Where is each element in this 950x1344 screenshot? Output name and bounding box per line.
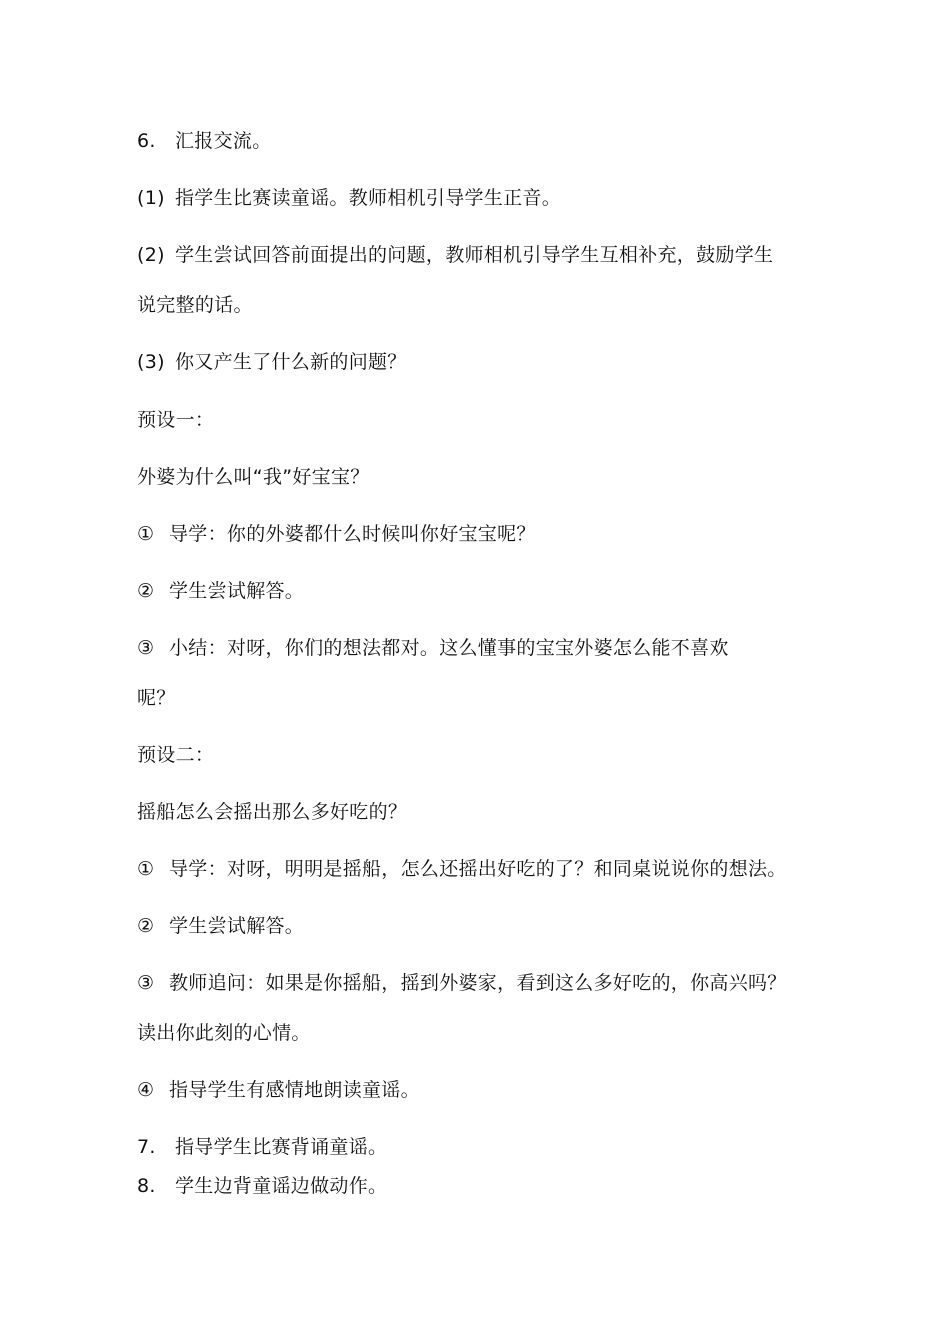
item-number: ②	[137, 580, 155, 602]
item-text: 预设二：	[137, 744, 215, 766]
item-text: 指学生比赛读童谣。教师相机引导学生正音。	[175, 187, 562, 209]
item-text: 学生尝试解答。	[169, 915, 305, 937]
item-text: 小结：对呀，你们的想法都对。这么懂事的宝宝外婆怎么能不喜欢	[169, 637, 729, 659]
preset-1-heading	[137, 408, 214, 432]
preset-1-step-2	[137, 579, 304, 603]
preset-2-question	[137, 800, 407, 824]
item-number: (3)	[137, 351, 165, 373]
step-8	[137, 1174, 387, 1198]
item-text: 摇船怎么会摇出那么多好吃的？	[137, 801, 408, 823]
item-number: (1)	[137, 187, 165, 209]
sub-item-2-continued	[137, 293, 253, 317]
item-text: 学生边背童谣边做动作。	[175, 1175, 388, 1197]
item-number: (2)	[137, 244, 165, 266]
sub-item-2	[137, 243, 773, 267]
item-number: 7.	[137, 1136, 156, 1158]
item-text: 汇报交流。	[175, 130, 272, 152]
item-text: 导学：对呀，明明是摇船，怎么还摇出好吃的了？和同桌说说你的想法。	[169, 858, 787, 880]
item-number: ①	[137, 523, 155, 545]
item-number: ③	[137, 637, 155, 659]
preset-1-step-3	[137, 636, 729, 660]
item-number: ④	[137, 1079, 155, 1101]
sub-item-3	[137, 350, 407, 374]
item-text: 指导学生有感情地朗读童谣。	[169, 1079, 420, 1101]
item-text: 学生尝试回答前面提出的问题，教师相机引导学生互相补充，鼓励学生	[175, 244, 774, 266]
item-text: 预设一：	[137, 409, 215, 431]
item-number: 6.	[137, 130, 156, 152]
item-number: ②	[137, 915, 155, 937]
item-text: 学生尝试解答。	[169, 580, 305, 602]
item-text: 呢？	[137, 687, 176, 709]
preset-1-question	[137, 465, 370, 489]
preset-2-step-3	[137, 971, 787, 995]
item-text: 指导学生比赛背诵童谣。	[175, 1136, 388, 1158]
item-text: 你又产生了什么新的问题？	[175, 351, 407, 373]
item-text: 教师追问：如果是你摇船，摇到外婆家，看到这么多好吃的，你高兴吗？	[169, 972, 787, 994]
preset-2-step-3-continued	[137, 1021, 311, 1045]
item-number: ①	[137, 858, 155, 880]
item-number: ③	[137, 972, 155, 994]
item-text: 说完整的话。	[137, 294, 253, 316]
item-text: 外婆为什么叫“我”好宝宝？	[137, 466, 370, 488]
sub-item-1	[137, 186, 561, 210]
step-7	[137, 1135, 387, 1159]
item-number: 8.	[137, 1175, 156, 1197]
preset-1-step-3-continued	[137, 686, 176, 710]
preset-2-step-1	[137, 857, 787, 881]
preset-2-step-2	[137, 914, 304, 938]
preset-2-step-4	[137, 1078, 420, 1102]
step-6-heading	[137, 129, 272, 153]
item-text: 读出你此刻的心情。	[137, 1022, 311, 1044]
item-text: 导学：你的外婆都什么时候叫你好宝宝呢？	[169, 523, 536, 545]
preset-1-step-1	[137, 522, 536, 546]
preset-2-heading	[137, 743, 214, 767]
